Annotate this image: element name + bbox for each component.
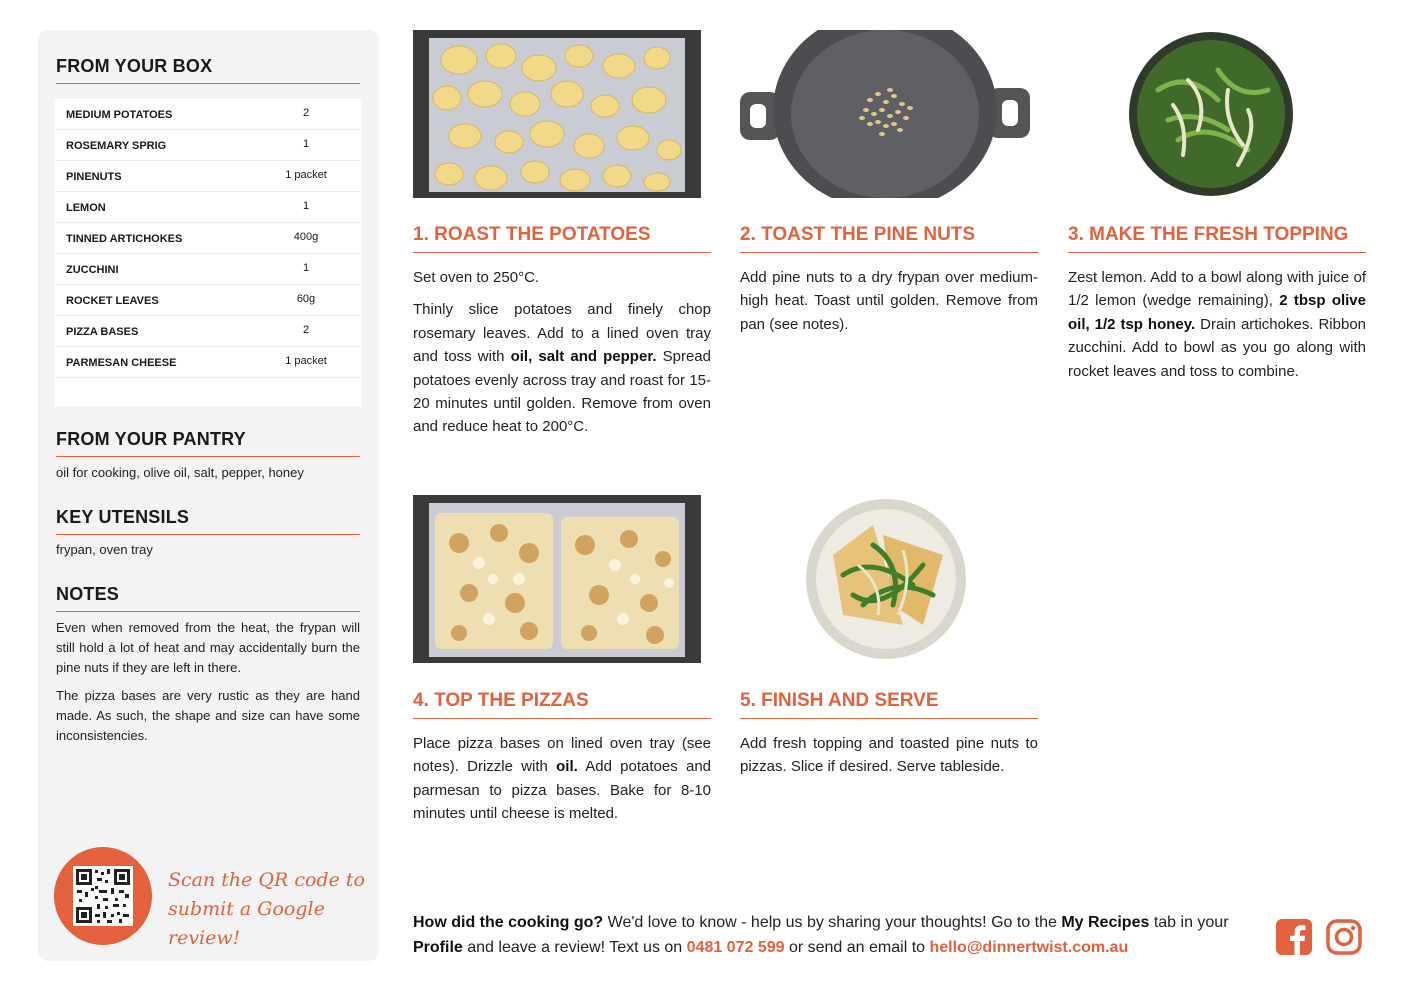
phone-link[interactable]: 0481 072 599	[686, 939, 785, 956]
ingredient-qty: 1	[302, 200, 310, 212]
step-bold: oil.	[556, 758, 578, 776]
pantry-text: oil for cooking, olive oil, salt, pepper, honey	[56, 465, 304, 480]
feedback-footer	[413, 910, 1253, 960]
step-1-p2	[413, 298, 711, 438]
ingredient-name: PIZZA BASES	[66, 326, 139, 338]
roast-potatoes-photo	[413, 30, 701, 198]
step-4-p1	[413, 732, 711, 826]
ingredient-name: ROCKET LEAVES	[66, 295, 159, 307]
step-text: Spread potatoes evenly across tray and roast for 15-20 minutes until golden. Remove from oven and reduce heat to 200°C.	[413, 348, 711, 436]
qr-caption-line: Scan the QR code to	[168, 869, 365, 891]
table-row	[55, 161, 361, 192]
ingredient-qty: 1	[302, 262, 310, 274]
toast-pine-nuts-photo	[740, 30, 1030, 198]
step-3-text	[1068, 266, 1366, 392]
utensils-text: frypan, oven tray	[56, 542, 153, 557]
pantry-heading: FROM YOUR PANTRY	[56, 429, 360, 457]
ingredient-name: LEMON	[66, 202, 106, 214]
footer-question: How did the cooking go?	[413, 914, 604, 931]
qr-badge	[54, 847, 152, 945]
qr-code-icon[interactable]	[73, 866, 133, 926]
step-5-title: 5. FINISH AND SERVE	[740, 690, 1038, 719]
step-text: Place pizza bases on lined oven tray (see notes). Drizzle with	[413, 735, 711, 776]
step-bold: 2 tbsp olive oil, 1/2 tsp honey.	[1068, 292, 1366, 333]
ingredient-name: PARMESAN CHEESE	[66, 357, 177, 369]
step-text: Thinly slice potatoes and finely chop rosemary leaves. Add to a lined oven tray and toss with	[413, 301, 711, 366]
step-3-title: 3. MAKE THE FRESH TOPPING	[1068, 224, 1366, 253]
finish-serve-photo	[803, 495, 969, 663]
sidebar	[38, 30, 379, 961]
ingredients-table	[55, 99, 361, 406]
footer-text: tab in your	[1149, 914, 1229, 931]
table-row	[55, 347, 361, 378]
step-1-title: 1. ROAST THE POTATOES	[413, 224, 711, 253]
step-3-p1	[1068, 266, 1366, 383]
note-text: The pizza bases are very rustic as they are hand made. As such, the shape and size can have some inconsistencies.	[56, 688, 360, 743]
ingredient-qty: 1 packet	[285, 169, 327, 181]
step-text: Add potatoes and parmesan to pizza bases. Bake for 8-10 minutes until cheese is melted.	[413, 758, 712, 823]
table-row	[55, 130, 361, 161]
qr-caption-line: submit a Google review!	[168, 898, 325, 949]
ingredient-name: PINENUTS	[66, 171, 122, 183]
footer-text: and leave a review! Text us on	[462, 939, 687, 956]
box-heading: FROM YOUR BOX	[56, 56, 360, 84]
utensils-heading: KEY UTENSILS	[56, 507, 360, 535]
my-recipes-label: My Recipes	[1061, 914, 1150, 931]
ingredient-qty: 2	[302, 107, 310, 119]
ingredient-qty: 2	[302, 324, 310, 336]
step-2-p1: Add pine nuts to a dry frypan over medium-high heat. Toast until golden. Remove from pan (see notes).	[740, 269, 1038, 333]
step-2-title: 2. TOAST THE PINE NUTS	[740, 224, 1038, 253]
ingredient-name: ZUCCHINI	[66, 264, 119, 276]
facebook-icon[interactable]	[1276, 919, 1312, 955]
profile-label: Profile	[413, 939, 463, 956]
ingredient-qty: 1 packet	[285, 355, 327, 367]
step-4-text	[413, 732, 711, 835]
footer-text: or send an email to	[784, 939, 930, 956]
step-1-p1: Set oven to 250°C.	[413, 269, 540, 286]
ingredient-qty: 400g	[293, 231, 319, 243]
step-4-title: 4. TOP THE PIZZAS	[413, 690, 711, 719]
table-row	[55, 223, 361, 254]
instagram-icon[interactable]	[1326, 919, 1362, 955]
step-text: Drain artichokes. Ribbon zucchini. Add to bowl as you go along with rocket leaves and toss to combine.	[1068, 315, 1366, 380]
step-text: Zest lemon. Add to a bowl along with juice of 1/2 lemon (wedge remaining),	[1068, 269, 1366, 310]
notes-heading: NOTES	[56, 584, 360, 612]
top-pizzas-photo	[413, 495, 701, 663]
step-5-text	[740, 732, 1038, 788]
step-bold: oil, salt and pepper.	[510, 348, 657, 366]
fresh-topping-photo	[1128, 30, 1294, 198]
ingredient-name: ROSEMARY SPRIG	[66, 140, 167, 152]
email-link[interactable]: hello@dinnertwist.com.au	[929, 939, 1129, 956]
table-row	[55, 316, 361, 347]
table-row	[55, 254, 361, 285]
step-2-text	[740, 266, 1038, 345]
table-row	[55, 192, 361, 223]
note-text: Even when removed from the heat, the frypan will still hold a lot of heat and may accidentally burn the pine nuts if they are left in there.	[56, 620, 360, 675]
table-row	[55, 99, 361, 130]
ingredient-qty: 1	[302, 138, 310, 150]
ingredient-name: MEDIUM POTATOES	[66, 109, 173, 121]
table-row	[55, 285, 361, 316]
qr-caption	[168, 866, 379, 953]
step-1-text	[413, 266, 711, 448]
step-5-p1: Add fresh topping and toasted pine nuts to pizzas. Slice if desired. Serve tableside.	[740, 735, 1038, 776]
footer-text: We'd love to know - help us by sharing your thoughts! Go to the	[603, 914, 1062, 931]
ingredient-qty: 60g	[296, 293, 316, 305]
ingredient-name: TINNED ARTICHOKES	[66, 233, 183, 245]
